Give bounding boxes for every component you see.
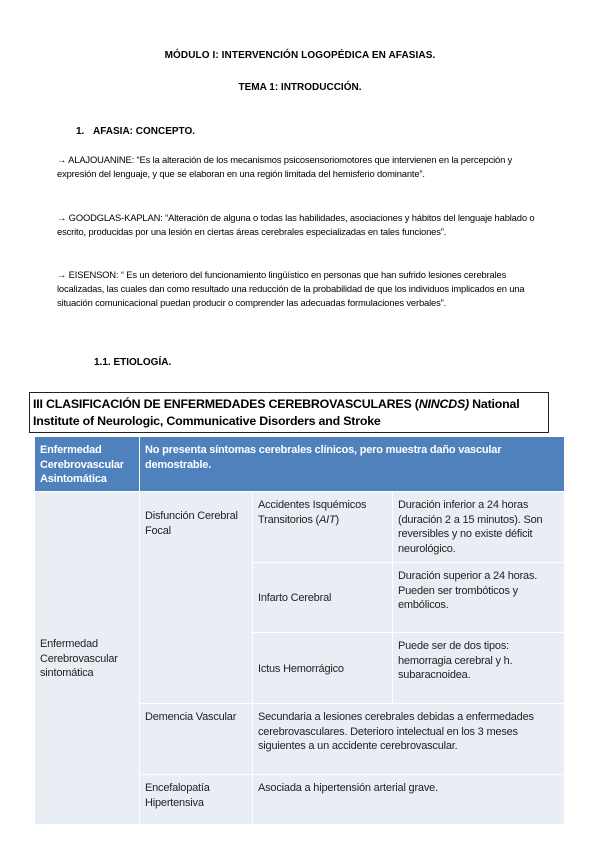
subsection-heading: 1.1. ETIOLOGÍA.	[94, 357, 172, 368]
definition-goodglas-kaplan: → GOODGLAS-KAPLAN: “Alteración de alguna o todas las habilidades, asociaciones y hábitos del lenguaje hablado o escrito, producidas por una lesión en ciertas áreas cerebrales especializadas en tales funciones”.	[57, 212, 535, 237]
definition-eisenson: → EISENSON: “ Es un deterioro del funcionamiento lingüístico en personas que han sufrido lesiones cerebrales localizadas, las cuales dan como resultado una reducción de la probabilidad de que los individuos implicados en una situación comunicacional puedan producir o comprender las adecuadas formulaciones verbales”.	[57, 269, 525, 308]
ait-label	[253, 492, 393, 563]
focal-dysfunction-label: Disfunción Cerebral Focal	[140, 492, 253, 704]
classification-title-suffix: National Institute of Neurologic, Communicative Disorders and Stroke	[33, 397, 520, 428]
table-row	[35, 437, 565, 492]
infarct-desc: Duración superior a 24 horas. Pueden ser trombóticos y embólicos.	[393, 563, 565, 633]
encephalopathy-label: Encefalopatía Hipertensiva	[140, 775, 253, 825]
definition-alajouanine: → ALAJOUANINE: “Es la alteración de los mecanismos psicosensoriomotores que intervienen en la percepción y expresión del lenguaje, y que se elaboran en una región limitada del hemisferio dominante”.	[57, 154, 513, 179]
header-asymptomatic: Enfermedad Cerebrovascular Asintomática	[35, 437, 140, 492]
dementia-desc: Secundaria a lesiones cerebrales debidas a enfermedades cerebrovasculares. Deterioro intelectual en los 3 meses siguientes a un accidente cerebrovascular.	[253, 704, 565, 775]
section-heading	[76, 126, 195, 137]
module-title: MÓDULO I: INTERVENCIÓN LOGOPÉDICA EN AFASIAS.	[164, 50, 436, 61]
section-title: AFASIA: CONCEPTO.	[93, 126, 196, 137]
classification-title	[29, 392, 549, 433]
topic-title: TEMA 1: INTRODUCCIÓN.	[238, 82, 362, 93]
dementia-label: Demencia Vascular	[140, 704, 253, 775]
section-number: 1.	[76, 126, 85, 137]
ait-label-prefix: Accidentes Isquémicos Transitorios (	[258, 499, 367, 526]
classification-title-prefix: III CLASIFICACIÓN DE ENFERMEDADES CEREBROVASCULARES (	[33, 397, 419, 411]
header-asymptomatic-desc: No presenta síntomas cerebrales clínicos, pero muestra daño vascular demostrable.	[140, 437, 565, 492]
symptomatic-label: Enfermedad Cerebrovascular sintomática	[35, 492, 140, 825]
ait-label-suffix: )	[335, 513, 339, 526]
classification-title-abbrev: NINCDS)	[418, 397, 469, 411]
ait-desc: Duración inferior a 24 horas (duración 2 a 15 minutos). Son reversibles y no existe déficit neurológico.	[393, 492, 565, 563]
encephalopathy-desc: Asociada a hipertensión arterial grave.	[253, 775, 565, 825]
infarct-label: Infarto Cerebral	[253, 563, 393, 633]
ictus-desc: Puede ser de dos tipos: hemorragia cerebral y h. subaracnoidea.	[393, 633, 565, 704]
ait-abbrev: AIT	[318, 513, 336, 526]
classification-table	[34, 436, 565, 825]
table-row	[35, 492, 565, 563]
ictus-label: Ictus Hemorrágico	[253, 633, 393, 704]
